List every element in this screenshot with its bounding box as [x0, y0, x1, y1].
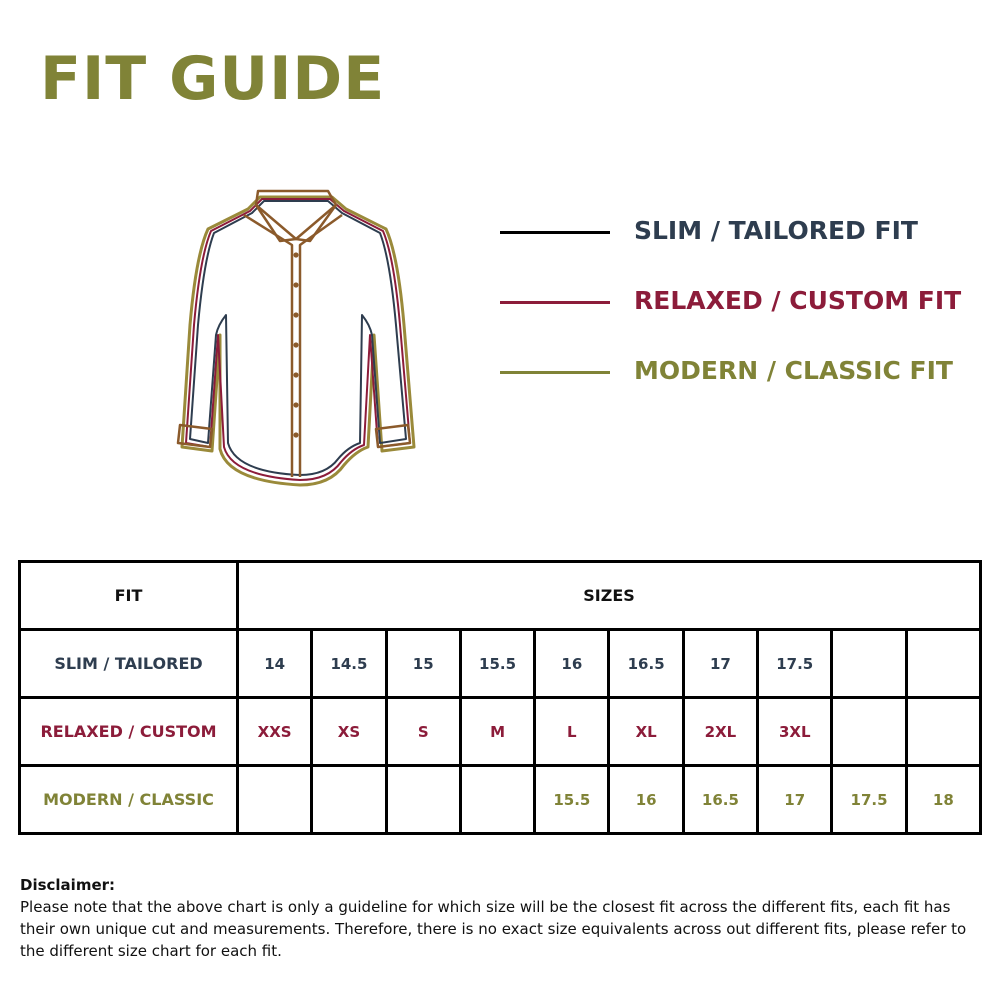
size-cell: 16.5	[683, 766, 757, 834]
size-cell	[238, 766, 312, 834]
relaxed-line-swatch	[500, 301, 610, 304]
header-sizes: SIZES	[238, 562, 981, 630]
size-cell: 17	[758, 766, 832, 834]
size-cell: 14.5	[312, 630, 386, 698]
disclaimer-heading: Disclaimer:	[20, 876, 116, 894]
size-cell: 15.5	[460, 630, 534, 698]
table-row-modern	[20, 766, 981, 834]
table-row-slim	[20, 630, 981, 698]
size-cell: 2XL	[683, 698, 757, 766]
fit-size-table	[18, 560, 982, 835]
size-cell: 15.5	[535, 766, 609, 834]
size-cell: XXS	[238, 698, 312, 766]
size-cell: 15	[386, 630, 460, 698]
size-cell: 17	[683, 630, 757, 698]
size-cell: 14	[238, 630, 312, 698]
size-cell	[832, 698, 906, 766]
size-cell: M	[460, 698, 534, 766]
shirt-icon	[160, 185, 425, 495]
legend-item-modern	[500, 352, 980, 392]
size-cell: L	[535, 698, 609, 766]
legend-label-relaxed: RELAXED / CUSTOM FIT	[634, 286, 962, 315]
size-cell	[386, 766, 460, 834]
size-cell: 17.5	[758, 630, 832, 698]
disclaimer-text: Please note that the above chart is only a guideline for which size will be the closest fit across the different fits, each fit has their own unique cut and measurements. Therefore, there is no exact size equivalents across out different fits, please refer to the different size chart for each fit.	[20, 898, 967, 960]
legend-item-slim	[500, 212, 980, 252]
row-label-modern: MODERN / CLASSIC	[20, 766, 238, 834]
size-cell	[906, 630, 980, 698]
legend-item-relaxed	[500, 282, 980, 322]
row-label-relaxed: RELAXED / CUSTOM	[20, 698, 238, 766]
table-header-row	[20, 562, 981, 630]
modern-line-swatch	[500, 371, 610, 374]
size-cell: 17.5	[832, 766, 906, 834]
page-title: FIT GUIDE	[40, 44, 386, 114]
row-label-slim: SLIM / TAILORED	[20, 630, 238, 698]
size-cell	[460, 766, 534, 834]
size-cell: 3XL	[758, 698, 832, 766]
size-cell: 18	[906, 766, 980, 834]
size-cell	[312, 766, 386, 834]
size-cell	[832, 630, 906, 698]
size-cell: 16	[535, 630, 609, 698]
size-cell: XS	[312, 698, 386, 766]
legend-label-modern: MODERN / CLASSIC FIT	[634, 356, 953, 385]
disclaimer	[20, 874, 986, 962]
size-cell: 16.5	[609, 630, 683, 698]
slim-line-swatch	[500, 231, 610, 234]
header-fit: FIT	[20, 562, 238, 630]
size-cell: 16	[609, 766, 683, 834]
size-cell: S	[386, 698, 460, 766]
legend-label-slim: SLIM / TAILORED FIT	[634, 216, 918, 245]
size-cell: XL	[609, 698, 683, 766]
table-row-relaxed	[20, 698, 981, 766]
size-cell	[906, 698, 980, 766]
